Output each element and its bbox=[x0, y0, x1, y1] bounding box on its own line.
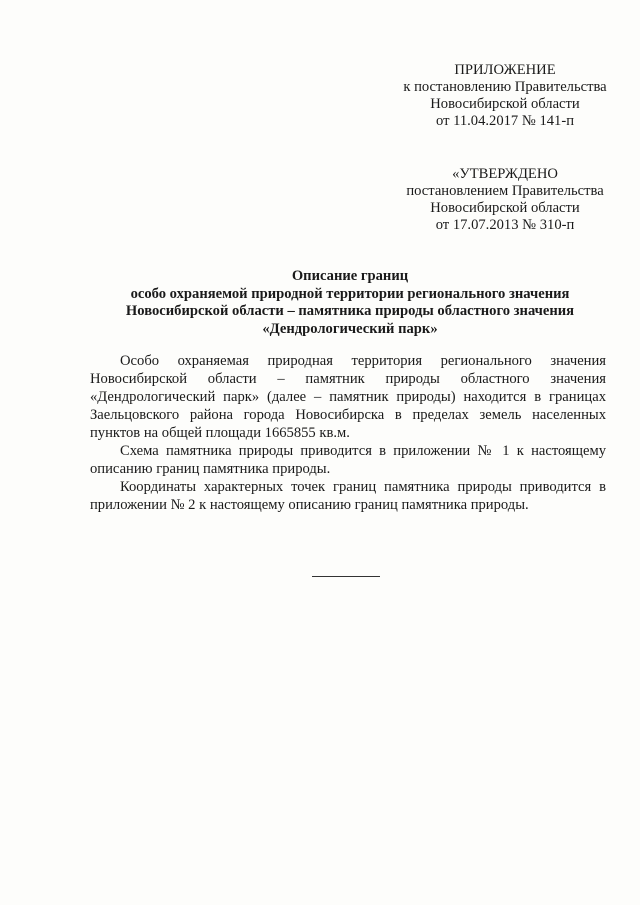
paragraph-3: Координаты характерных точек границ памятника природы приводится в приложении № 2 к настоящему описанию границ памятника природы. bbox=[90, 479, 606, 513]
appendix-line-1: к постановлению Правительства bbox=[403, 79, 607, 95]
paragraph-2: Схема памятника природы приводится в приложении № 1 к настоящему описанию границ памятника природы. bbox=[90, 443, 606, 477]
appendix-title: ПРИЛОЖЕНИЕ bbox=[454, 62, 556, 78]
document-body bbox=[90, 352, 606, 514]
appendix-line-2: Новосибирской области bbox=[430, 96, 580, 112]
title-line-3: Новосибирской области – памятника природы областного значения bbox=[125, 303, 575, 319]
approved-line-1: постановлением Правительства bbox=[406, 183, 604, 199]
title-line-2: особо охраняемой природной территории регионального значения bbox=[130, 285, 570, 302]
title-line-1: Описание границ bbox=[291, 268, 409, 284]
title-line-4: «Дендрологический парк» bbox=[262, 320, 438, 337]
document-title bbox=[90, 268, 610, 338]
separator-line bbox=[312, 576, 380, 577]
approved-title: «УТВЕРЖДЕНО bbox=[452, 166, 558, 182]
paragraph-1: Особо охраняемая природная территория регионального значения Новосибирской области – памятник природы областного значения «Дендрологический парк» (далее – памятник природы) находится в границах Заельцовского района города Новосибирска в пределах земель населенных пунктов на общей площади 1665855 кв.м. bbox=[90, 353, 606, 441]
approved-line-3: от 17.07.2013 № 310-п bbox=[435, 217, 575, 233]
approved-line-2: Новосибирской области bbox=[430, 200, 580, 216]
appendix-line-3: от 11.04.2017 № 141-п bbox=[435, 113, 575, 129]
approved-header bbox=[385, 166, 625, 234]
appendix-header bbox=[385, 62, 625, 130]
